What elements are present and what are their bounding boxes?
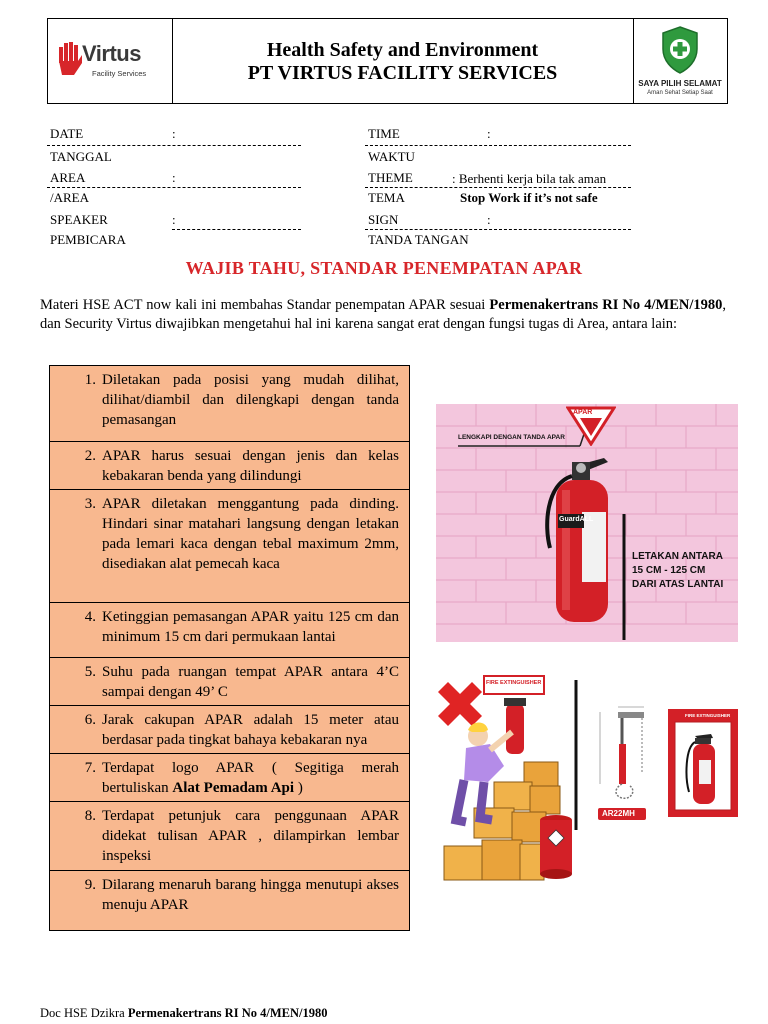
list-item xyxy=(50,802,409,871)
apar-label-top: LENGKAPI DENGAN TANDA APAR xyxy=(458,434,565,441)
fire-extinguisher-sign: FIRE EXTINGUISHER xyxy=(486,680,542,686)
intro-text-2: , dan Security Virtus diwajibkan mengetahui hal ini karena sangat erat dengan fungsi tugas di Area, antara lain: xyxy=(40,297,727,332)
safety-logo-subtext: Aman Sehat Setiap Saat xyxy=(647,90,713,96)
theme-value-en: Stop Work if it’s not safe xyxy=(460,190,598,205)
wall-bracket-diagram xyxy=(592,704,666,822)
header-title-line2: PT VIRTUS FACILITY SERVICES xyxy=(247,62,558,84)
sign-label: SIGN xyxy=(368,212,399,227)
height-label-line2: 15 CM - 125 CM xyxy=(632,565,706,576)
list-item-text: Suhu pada ruangan tempat APAR antara 4’C sampai dengan 49’ C xyxy=(102,664,399,700)
list-item-number: 4. xyxy=(84,609,96,625)
time-colon: : xyxy=(487,126,491,141)
list-item-text xyxy=(102,758,399,797)
date-line xyxy=(47,145,301,146)
theme-value: : Berhenti kerja bila tak aman xyxy=(452,171,607,186)
date-label: DATE xyxy=(50,126,84,141)
fire-cabinet-illustration xyxy=(667,708,739,818)
safety-logo-text: SAYA PILIH SELAMAT xyxy=(638,79,722,88)
list-item-text-before: Terdapat logo APAR ( Segitiga merah bertuliskan xyxy=(102,760,399,796)
wall-bracket-illustration xyxy=(592,704,666,822)
intro-paragraph xyxy=(40,296,726,334)
list-item-number: 7. xyxy=(84,760,96,776)
list-item xyxy=(50,871,409,930)
date-label-id: TANGGAL xyxy=(50,149,112,164)
list-item xyxy=(50,658,409,706)
list-item-text: Ketinggian pemasangan APAR yaitu 125 cm dan minimum 15 cm dari permukaan lantai xyxy=(102,609,399,645)
area-label: AREA xyxy=(50,170,86,185)
list-item-text: APAR diletakan menggantung pada dinding. Hindari sinar matahari langsung dengan letakan pada lemari kaca dengan tebal maximum 2mm, disediakan alat pemecah kaca xyxy=(102,496,399,572)
speaker-label: SPEAKER xyxy=(50,212,108,227)
sign-label-id: TANDA TANGAN xyxy=(368,232,469,247)
list-item-text-bold: Alat Pemadam Api xyxy=(172,780,295,796)
list-item-text: APAR harus sesuai dengan jenis dan kelas kebakaran benda yang dilindungi xyxy=(102,448,399,484)
bracket-model-label: AR22MH xyxy=(602,809,635,818)
theme-line xyxy=(365,187,631,188)
sign-colon: : xyxy=(487,212,491,227)
document-header xyxy=(47,18,728,104)
speaker-label-id: PEMBICARA xyxy=(50,232,126,247)
main-title: WAJIB TAHU, STANDAR PENEMPATAN APAR xyxy=(185,258,583,278)
intro-text-1: Materi HSE ACT now kali ini membahas Standar penempatan APAR sesuai xyxy=(40,297,490,313)
height-label-line3: DARI ATAS LANTAI xyxy=(632,579,724,590)
list-item xyxy=(50,366,409,442)
glass-cabinet-icon xyxy=(667,708,739,818)
footer-regulation: Permenakertrans RI No 4/MEN/1980 xyxy=(127,1006,328,1020)
date-colon: : xyxy=(172,126,176,141)
footer-note xyxy=(40,1006,327,1021)
extinguisher-brand: GuardALL xyxy=(559,516,594,523)
list-item-number: 3. xyxy=(84,496,96,512)
safety-logo xyxy=(633,19,727,103)
area-line xyxy=(47,187,301,188)
list-item-number: 8. xyxy=(84,808,96,824)
blocked-access-illustration xyxy=(434,670,584,892)
list-item-number: 9. xyxy=(84,877,96,893)
speaker-colon: : xyxy=(172,212,176,227)
list-item-number: 2. xyxy=(84,448,96,464)
placement-rules-list xyxy=(49,365,410,931)
theme-label-id: TEMA xyxy=(368,190,405,205)
header-title-block xyxy=(172,19,634,103)
list-item-text: Terdapat petunjuk cara penggunaan APAR didekat tulisan APAR , dilampirkan lembar inspeksi xyxy=(102,808,399,864)
cabinet-label: FIRE EXTINGUISHER xyxy=(685,713,731,718)
list-item xyxy=(50,442,409,490)
logo-text: Virtus xyxy=(82,41,141,66)
virtus-hand-icon xyxy=(56,41,84,77)
apar-placement-illustration xyxy=(436,404,738,642)
list-item xyxy=(50,754,409,802)
list-item-number: 6. xyxy=(84,712,96,728)
list-item-text: Jarak cakupan APAR adalah 15 meter atau berdasar pada tingkat bahaya kebakaran nya xyxy=(102,712,399,748)
list-item-number: 5. xyxy=(84,664,96,680)
height-label-line1: LETAKAN ANTARA xyxy=(632,551,723,562)
theme-label: THEME xyxy=(368,170,413,185)
time-label-id: WAKTU xyxy=(368,149,415,164)
speaker-line xyxy=(172,229,301,230)
sign-line xyxy=(365,229,631,230)
list-item-number: 1. xyxy=(84,372,96,388)
company-logo xyxy=(48,19,173,103)
list-item-text-after: ) xyxy=(294,780,303,796)
list-item xyxy=(50,490,409,603)
prohibited-blocking-cartoon xyxy=(434,670,584,892)
list-item-text: Diletakan pada posisi yang mudah dilihat, dilihat/diambil dan dilengkapi dengan tanda pemasangan xyxy=(102,372,399,428)
intro-regulation: Permenakertrans RI No 4/MEN/1980 xyxy=(489,297,723,313)
logo-subtext: Facility Services xyxy=(92,69,147,78)
shield-icon xyxy=(660,25,700,75)
list-item xyxy=(50,706,409,754)
apar-sign-text: APAR xyxy=(573,409,593,416)
list-item-text: Dilarang menaruh barang hingga menutupi akses menuju APAR xyxy=(102,877,399,913)
header-title-line1: Health Safety and Environment xyxy=(266,39,539,61)
fire-extinguisher-icon xyxy=(536,456,626,626)
list-item xyxy=(50,603,409,658)
footer-prefix: Doc HSE Dzikra xyxy=(40,1006,128,1020)
area-colon: : xyxy=(172,170,176,185)
time-line xyxy=(365,145,631,146)
time-label: TIME xyxy=(368,126,400,141)
area-label-id: /AREA xyxy=(50,190,89,205)
